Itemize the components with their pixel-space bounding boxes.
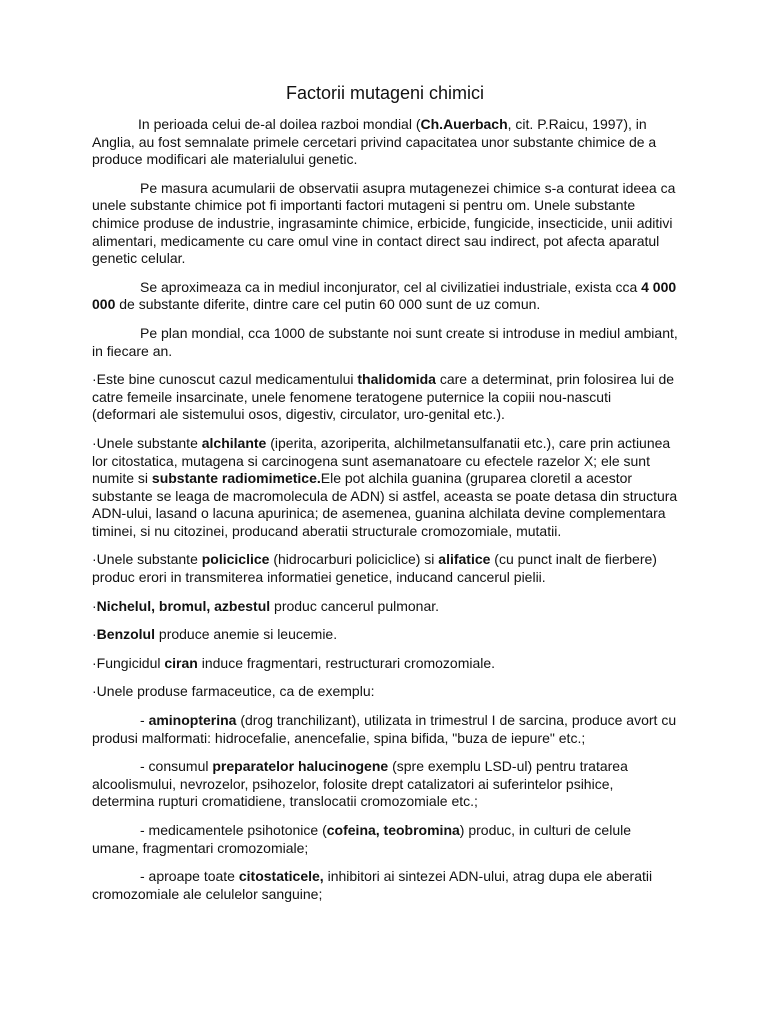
document-body <box>92 116 678 903</box>
text-run: Pe masura acumularii de observatii asupra mutagenezei chimice s-a conturat ideea ca unele substante chimice pot fi importanti factori mutageni si pentru om. Unele substante chimice produse de industrie, ingrasaminte chimice, erbicide, fungicide, insecticide, unii aditivi alimentari, medicamente cu care omul vine in contact direct sau indirect, pot afecta aparatul genetic celular. <box>92 179 676 267</box>
paragraph <box>92 116 678 169</box>
bullet-item <box>92 626 678 644</box>
bullet-marker: · <box>92 626 97 643</box>
text-run: ) produc, in culturi de celule umane, fragmentari cromozomiale; <box>92 822 631 856</box>
bullet-marker: · <box>92 551 97 568</box>
text-run: de substante diferite, dintre care cel putin 60 000 sunt de uz comun. <box>115 296 541 313</box>
text-run: inhibitori ai sintezei ADN-ului, atrag dupa ele aberatii cromozomiale ale celulelor sanguine; <box>92 868 653 902</box>
text-run: produce anemie si leucemie. <box>155 626 338 643</box>
text-run: - consumul <box>140 758 213 775</box>
text-run: care a determinat, prin folosirea lui de catre femeile insarcinate, unele fenomene teratogene puternice la copiii nou-nascuti (deformari ale sistemului osos, digestiv, circulator, uro-genital etc.). <box>92 371 675 423</box>
text-run: Ele pot alchila guanina (gruparea cloretil a acestor substante se leaga de macromolecula de ADN) si astfel, aceasta se poate detasa din structura ADN-ului, lasand o lacuna apurinica; de asemenea, guanina alchilata devine complementara timinei, si nu citozinei, producand aberatii structurale cromozomiale, mutatii. <box>92 470 678 539</box>
document-title: Factorii mutageni chimici <box>285 83 485 103</box>
bold-term: thalidomida <box>357 371 436 388</box>
bold-term: substante radiomimetice. <box>151 470 321 487</box>
text-run: (spre exemplu LSD-ul) pentru tratarea alcoolismului, nevrozelor, psihozelor, folosite drept catalizatori ai suferintelor psihice, determina rupturi cromatidiene, translocatii cromozomiale etc.; <box>92 758 628 810</box>
bullet-marker: · <box>92 371 97 388</box>
bold-term: alifatice <box>438 551 491 568</box>
text-run: Se aproximeaza ca in mediul inconjurator, cel al civilizatiei industriale, exista cca <box>140 278 642 295</box>
text-run: (hidrocarburi policiclice) si <box>269 551 439 568</box>
bold-term: Benzolul <box>96 626 156 643</box>
paragraph <box>92 822 678 857</box>
bullet-marker: · <box>92 434 97 451</box>
paragraph <box>92 180 678 268</box>
text-run: Pe plan mondial, cca 1000 de substante noi sunt create si introduse in mediul ambiant, in fiecare an. <box>92 324 678 359</box>
bullet-item <box>92 683 678 701</box>
bold-term: Ch.Auerbach <box>420 116 508 132</box>
bold-term: policiclice <box>201 551 270 568</box>
bullet-item <box>92 371 678 424</box>
bullet-item <box>92 435 678 541</box>
paragraph <box>92 758 678 811</box>
text-run: (iperita, azoriperita, alchilmetansulfanatii etc.), care prin actiunea lor citostatica, mutagena si carcinogena sunt asemanatoare cu efectele razelor X; ele sunt numite si <box>92 434 671 487</box>
text-run: produc cancerul pulmonar. <box>270 597 440 614</box>
bullet-item <box>92 598 678 616</box>
text-run: - medicamentele psihotonice ( <box>140 822 327 838</box>
text-run: induce fragmentari, restructurari cromozomiale. <box>197 654 496 671</box>
document-page <box>92 82 678 914</box>
bold-term: 4 000 000 <box>92 278 677 313</box>
bold-term: ciran <box>164 654 198 671</box>
text-run: (drog tranchilizant), utilizata in trimestrul I de sarcina, produce avort cu produsi malformati: hidrocefalie, anencefalie, spina bifida, "buza de iepure" etc.; <box>92 712 677 746</box>
bold-term: citostaticele, <box>238 868 324 885</box>
paragraph <box>92 712 678 747</box>
text-run: , cit. P.Raicu, 1997), in Anglia, au fost semnalate primele cercetari privind capacitatea unor substante chimice de a produce modificari ale materialului genetic. <box>92 116 657 168</box>
text-run: Este bine cunoscut cazul medicamentului <box>96 371 358 388</box>
text-run: In perioada celui de-al doilea razboi mondial ( <box>138 116 421 132</box>
text-run: Fungicidul <box>96 654 165 671</box>
paragraph <box>92 868 678 903</box>
paragraph <box>92 279 678 314</box>
bullet-marker: · <box>92 597 97 614</box>
bold-term: Nichelul, bromul, azbestul <box>96 597 271 614</box>
text-run: - <box>140 712 149 729</box>
text-run: Unele substante <box>96 551 202 568</box>
bullet-marker: · <box>92 654 97 671</box>
bullet-marker: · <box>92 683 97 700</box>
bold-term: cofeina, teobromina <box>326 822 460 838</box>
bold-term: aminopterina <box>148 712 237 729</box>
bold-term: preparatelor halucinogene <box>212 758 389 775</box>
text-run: Unele substante <box>96 434 202 451</box>
text-run: - aproape toate <box>140 868 239 885</box>
bullet-item <box>92 655 678 673</box>
text-run: Unele produse farmaceutice, ca de exemplu: <box>96 683 375 700</box>
bold-term: alchilante <box>201 434 267 451</box>
paragraph <box>92 325 678 360</box>
text-run: (cu punct inalt de fierbere) produc erori in transmiterea informatiei genetice, inducand cancerul pielii. <box>92 551 657 586</box>
bullet-item <box>92 551 678 586</box>
